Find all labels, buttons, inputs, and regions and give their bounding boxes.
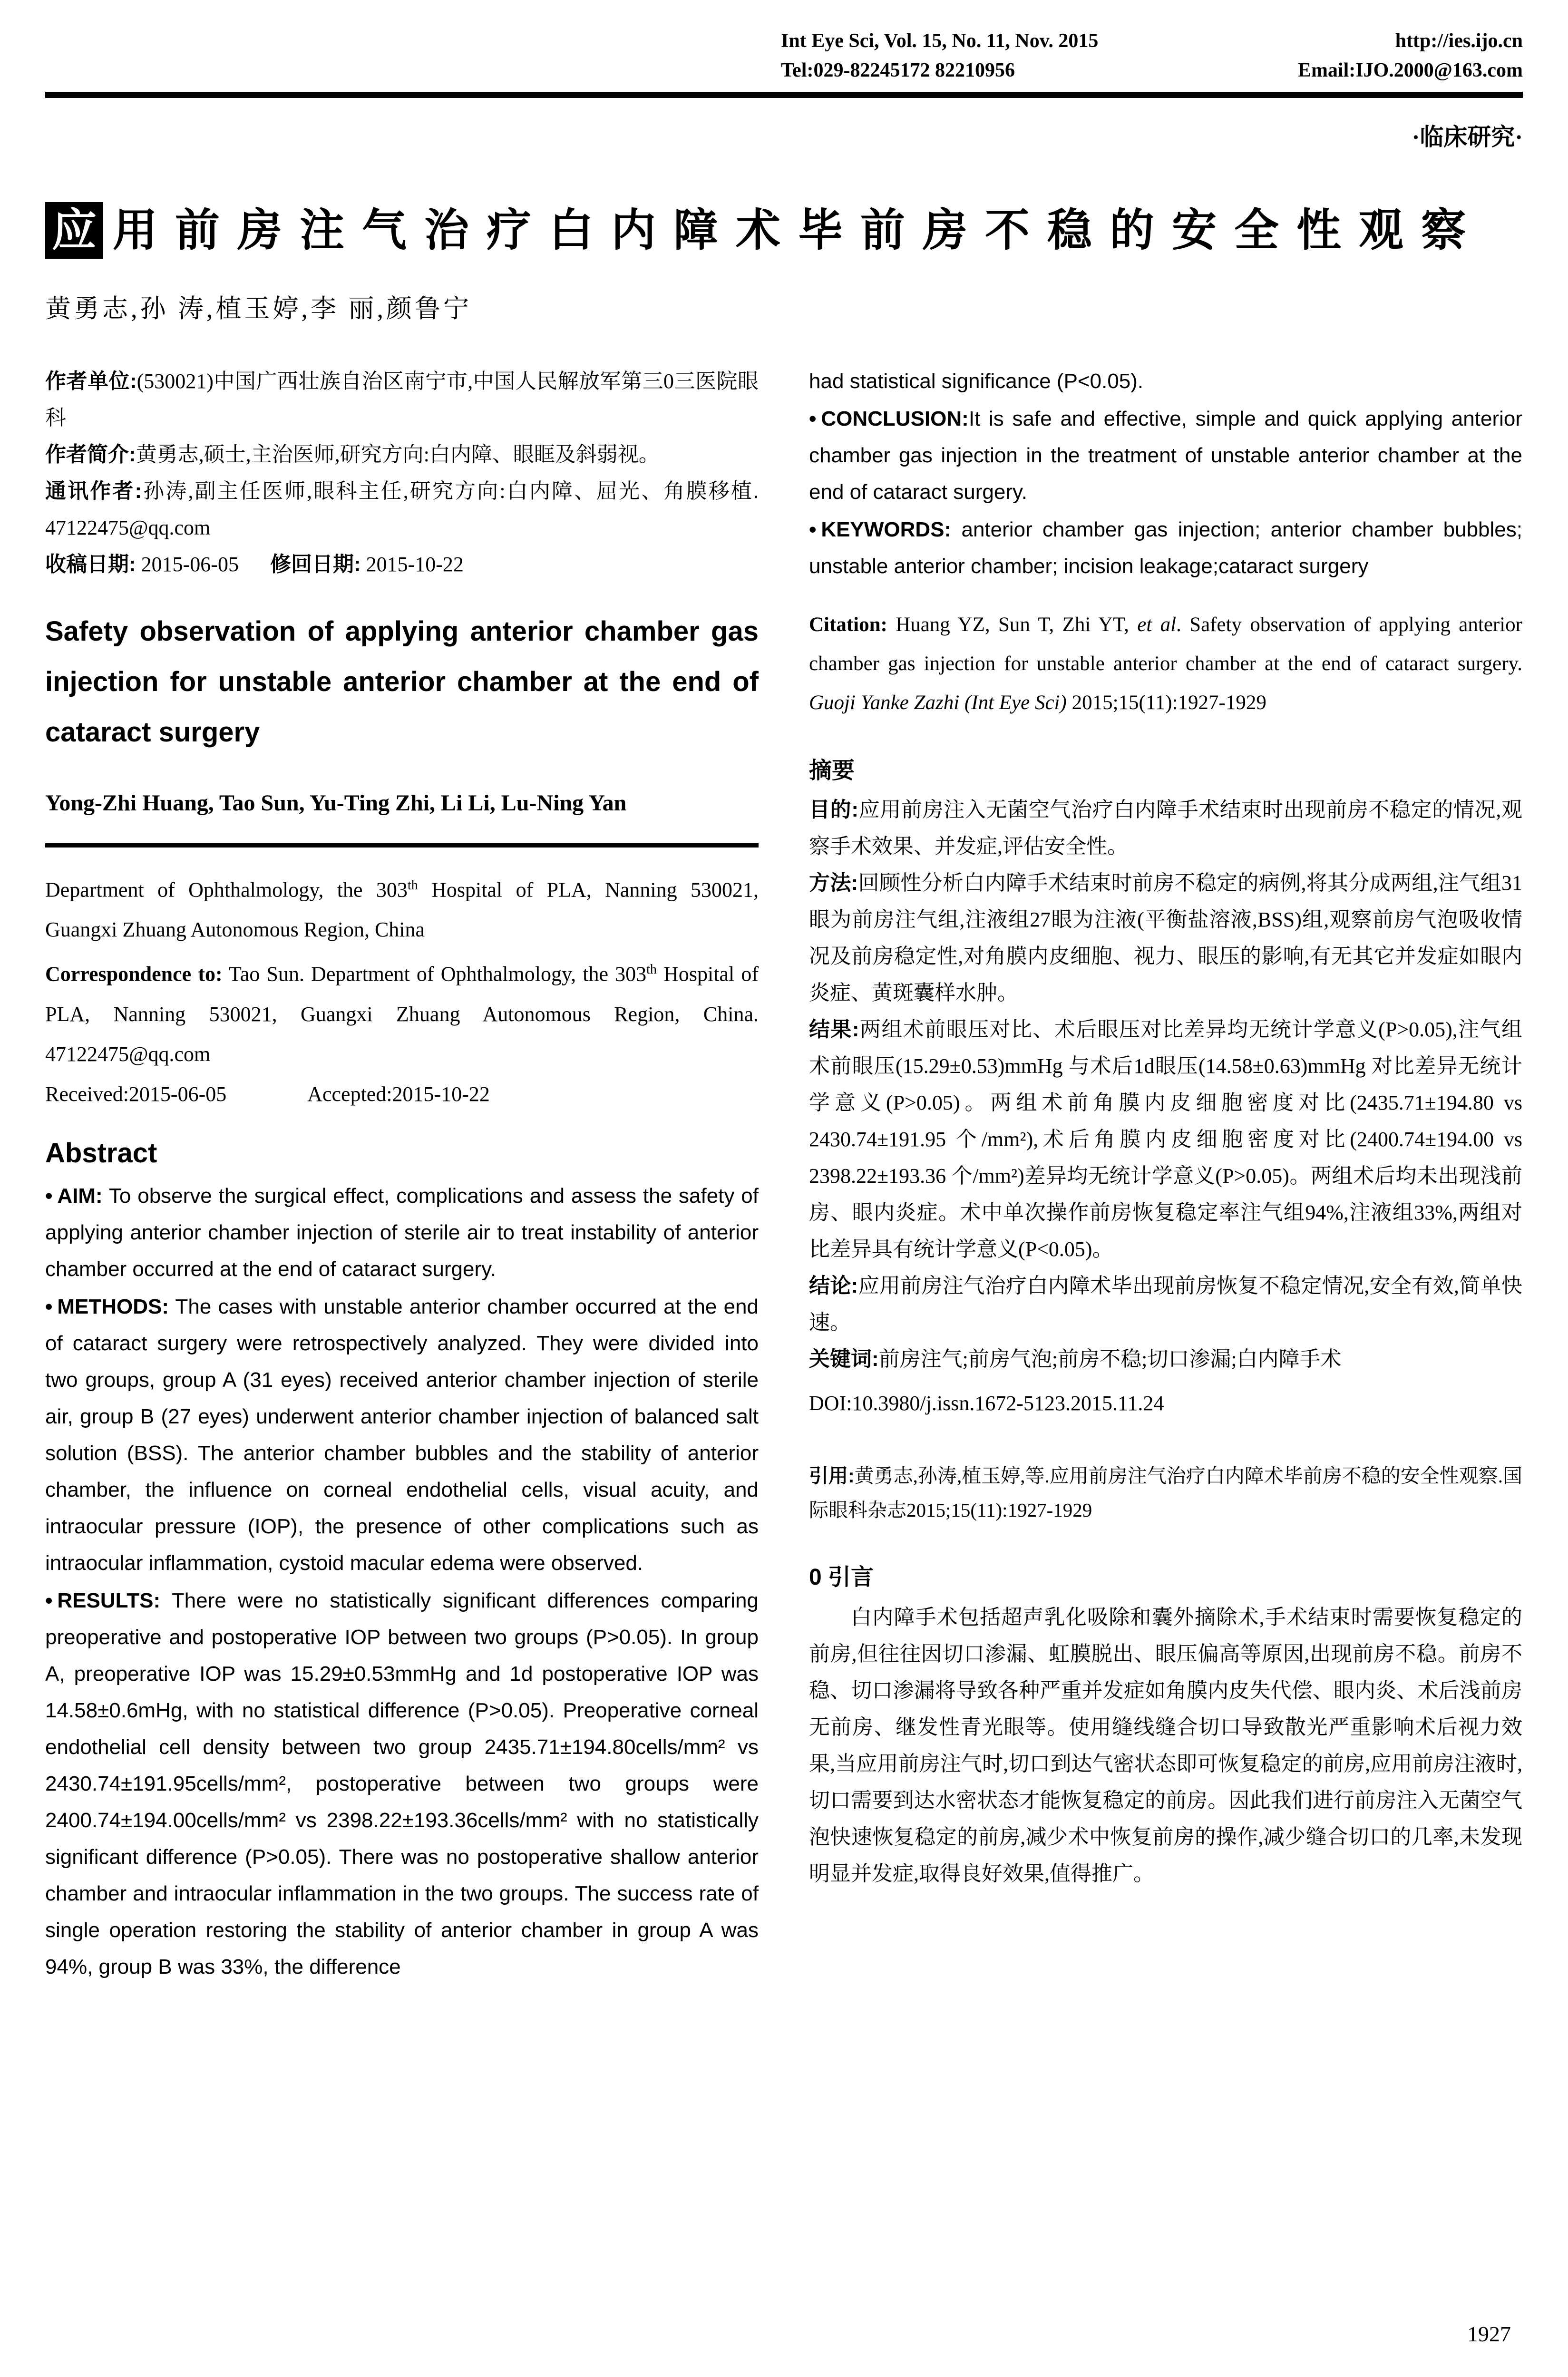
dates-en: [45, 1074, 759, 1114]
journal-header: [781, 26, 1523, 85]
abstract-cn-results: [809, 1011, 1522, 1267]
corresponding-author: [45, 473, 759, 546]
article-title-cn: [45, 194, 1523, 259]
introduction-heading: 0 引言: [809, 1564, 874, 1590]
keywords-cn-text: 前房注气;前房气泡;前房不稳;切口渗漏;白内障手术: [878, 1347, 1342, 1371]
page-number: 1927: [1467, 2322, 1511, 2346]
corresponding-author-label: 通讯作者:: [45, 479, 142, 503]
results-label: RESULTS:: [57, 1589, 161, 1612]
title-first-char-box: 应: [45, 202, 103, 259]
methods-cn-text: 回顾性分析白内障手术结束时前房不稳定的病例,将其分成两组,注气组31眼为前房注气组,注液组27眼为注液(平衡盐溶液,BSS)组,观察前房气泡吸收情况及前房稳定性,对角膜内皮细胞、视力、眼压的影响,有无其它并发症如眼内炎症、黄斑囊样水肿。: [809, 871, 1523, 1004]
affiliation-label: 作者单位:: [45, 369, 137, 393]
keywords-label: KEYWORDS:: [821, 517, 952, 541]
correspondence-part2: Hospital of PLA, Nanning 530021, Guangxi Zhuang Autonomous Region, China. 47122475@qq.com: [45, 963, 759, 1066]
bullet-icon: •: [809, 407, 817, 430]
journal-url: http://ies.ijo.cn: [1395, 30, 1523, 52]
dates-cn: [45, 546, 759, 583]
correspondence-en: [45, 950, 759, 1074]
department-affiliation-en: [45, 866, 759, 950]
correspondence-sup: th: [646, 962, 657, 977]
journal-tel: Tel:029-82245172 82210956: [781, 59, 1015, 81]
conclusion-label: CONCLUSION:: [821, 407, 969, 430]
department-part1: Department of Ophthalmology, the 303: [45, 878, 408, 902]
abstract-cn-conclusion: [809, 1267, 1522, 1341]
journal-volume-info: Int Eye Sci, Vol. 15, No. 11, Nov. 2015: [781, 30, 1099, 52]
methods-cn-label: 方法:: [809, 871, 858, 895]
column-divider-rule: [45, 843, 759, 848]
department-part2: Hospital of PLA, Nanning 530021, Guangxi Zhuang Autonomous Region, China: [45, 878, 759, 942]
abstract-cn-heading: 摘要: [809, 758, 855, 783]
affiliation-text: (530021)中国广西壮族自治区南宁市,中国人民解放军第三0三医院眼科: [45, 369, 759, 429]
bullet-icon: •: [45, 1184, 53, 1208]
conclusion-cn-text: 应用前房注气治疗白内障术毕出现前房恢复不稳定情况,安全有效,简单快速。: [809, 1274, 1523, 1334]
results-cn-label: 结果:: [809, 1017, 859, 1041]
citation-journal-name: Guoji Yanke Zazhi (Int Eye Sci): [809, 691, 1067, 714]
header-rule: [45, 92, 1523, 98]
author-bio: [45, 436, 759, 473]
journal-header-line1: [781, 26, 1523, 56]
dates-gap: [239, 553, 270, 576]
aim-text: To observe the surgical effect, complications and assess the safety of applying anterior chamber injection of sterile air to treat instability of anterior chamber occurred at the end of cataract surgery.: [45, 1184, 759, 1281]
methods-label: METHODS:: [57, 1295, 169, 1318]
objective-label: 目的:: [809, 798, 858, 821]
article-title-en: Safety observation of applying anterior chamber gas injection for unstable anterior chamber at the end of cataract surgery: [45, 615, 759, 748]
citation-etal: et al: [1137, 613, 1177, 636]
keywords-text: anterior chamber gas injection; anterior chamber bubbles; unstable anterior chamber; incision leakage;cataract surgery: [809, 517, 1522, 578]
abstract-results: [45, 1582, 759, 1985]
authors-cn: 黄勇志,孙 涛,植玉婷,李 丽,颜鲁宁: [45, 294, 472, 323]
received-label-cn: 收稿日期:: [45, 552, 136, 576]
revised-date-cn: 2015-10-22: [360, 552, 464, 576]
correspondence-label: Correspondence to:: [45, 963, 223, 986]
journal-email: Email:IJO.2000@163.com: [1297, 59, 1523, 81]
results-cn-text: 两组术前眼压对比、术后眼压对比差异均无统计学意义(P>0.05),注气组术前眼压(15.29±0.53)mmHg 与术后1d眼压(14.58±0.63)mmHg 对比差异无统计学意义(P>0.05)。两组术前角膜内皮细胞密度对比(2435.71±194.80 vs 2430.74±191.95 个/mm²),术后角膜内皮细胞密度对比(2400.74±194.00 vs 2398.22±193.36 个/mm²)差异均无统计学意义(P>0.05)。两组术后均未出现浅前房、眼内炎症。术中单次操作前房恢复稳定率注气组94%,注液组33%,两组对比差异具有统计学意义(P<0.05)。: [809, 1017, 1523, 1261]
objective-text: 应用前房注入无菌空气治疗白内障手术结束时出现前房不稳定的情况,观察手术效果、并发症,评估安全性。: [809, 798, 1522, 858]
citation-cn-label: 引用:: [809, 1464, 855, 1487]
citation-part3: 2015;15(11):1927-1929: [1066, 691, 1266, 714]
results-text: There were no statistically significant differences comparing preoperative and postoperative IOP between two groups (P>0.05). In group A, preoperative IOP was 15.29±0.53mmHg and 1d postoperative IOP was 14.58±0.6mHg, with no statistical difference (P>0.05). Preoperative corneal endothelial cell density between two group 2435.71±194.80cells/mm² vs 2430.74±191.95cells/mm², postoperative between two groups were 2400.74±194.00cells/mm² vs 2398.22±193.36cells/mm² with no statistically significant difference (P>0.05). There was no postoperative shallow anterior chamber and intraocular inflammation in the two groups. The success rate of single operation restoring the stability of anterior chamber in group A was 94%, group B was 33%, the difference: [45, 1589, 759, 1978]
author-bio-text: 黄勇志,硕士,主治医师,研究方向:白内障、眼眶及斜弱视。: [136, 442, 660, 466]
citation-label: Citation:: [809, 613, 887, 636]
conclusion-cn-label: 结论:: [809, 1274, 858, 1297]
revised-label-cn: 修回日期:: [270, 552, 361, 576]
received-date-cn: 2015-06-05: [136, 552, 239, 576]
citation-part1: Huang YZ, Sun T, Zhi YT,: [887, 613, 1138, 636]
conclusion-text: It is safe and effective, simple and quick applying anterior chamber gas injection in the treatment of unstable anterior chamber at the end of cataract surgery.: [809, 407, 1522, 504]
abstract-heading: Abstract: [45, 1138, 157, 1169]
introduction-paragraph: 白内障手术包括超声乳化吸除和囊外摘除术,手术结束时需要恢复稳定的前房,但往往因切口渗漏、虹膜脱出、眼压偏高等原因,出现前房不稳。前房不稳、切口渗漏将导致各种严重并发症如角膜内皮失代偿、眼内炎、术后浅前房无前房、继发性青光眼等。使用缝线缝合切口导致散光严重影响术后视力效果,当应用前房注气时,切口到达气密状态即可恢复稳定的前房,应用前房注液时,切口需要到达水密状态才能恢复稳定的前房。因此我们进行前房注入无菌空气泡快速恢复稳定的前房,减少术中恢复前房的操作,减少缝合切口的几率,未发现明显并发症,取得良好效果,值得推广。: [809, 1605, 1522, 1885]
methods-text: The cases with unstable anterior chamber occurred at the end of cataract surgery were retrospectively analyzed. They were divided into two groups, group A (31 eyes) received anterior chamber injection of sterile air, group B (27 eyes) underwent anterior chamber injection of balanced salt solution (BSS). The anterior chamber bubbles and the stability of anterior chamber, the influence on corneal endothelial cells, visual acuity, and intraocular pressure (IOP), the presence of other complications such as intraocular inflammation, cystoid macular edema were observed.: [45, 1295, 759, 1575]
corresponding-author-text: 孙涛,副主任医师,眼科主任,研究方向:白内障、屈光、角膜移植. 47122475@qq.com: [45, 479, 759, 539]
department-sup: th: [407, 877, 418, 893]
author-bio-label: 作者简介:: [45, 442, 136, 466]
citation: [809, 605, 1522, 722]
aim-label: AIM:: [57, 1184, 103, 1208]
affiliation: [45, 363, 759, 436]
bullet-icon: •: [45, 1589, 53, 1612]
abstract-cn-keywords: [809, 1341, 1522, 1377]
abstract-cn-objective: [809, 791, 1522, 865]
bullet-icon: •: [45, 1295, 53, 1318]
citation-part2: . Safety observation of applying anterior chamber gas injection for unstable anterior chamber at the end of cataract surgery.: [809, 613, 1522, 675]
abstract-conclusion: [809, 400, 1522, 510]
right-column: [809, 363, 1522, 1985]
two-column-body: [45, 363, 1523, 1985]
accepted-en: Accepted:2015-10-22: [307, 1082, 490, 1106]
results-continuation: had statistical significance (P<0.05).: [809, 369, 1144, 393]
abstract-cn-methods: [809, 865, 1522, 1011]
left-column: [45, 363, 759, 1985]
citation-cn-text: 黄勇志,孙涛,植玉婷,等.应用前房注气治疗白内障术毕前房不稳的安全性观察.国际眼科杂志2015;15(11):1927-1929: [809, 1464, 1523, 1521]
section-label: ·临床研究·: [1412, 124, 1523, 150]
doi: DOI:10.3980/j.issn.1672-5123.2015.11.24: [809, 1391, 1164, 1415]
correspondence-part1: Tao Sun. Department of Ophthalmology, the 303: [222, 963, 647, 986]
abstract-aim: [45, 1178, 759, 1287]
received-en: Received:2015-06-05: [45, 1082, 227, 1106]
abstract-methods: [45, 1288, 759, 1581]
title-rest: 用前房注气治疗白内障术毕前房不稳的安全性观察: [113, 205, 1484, 255]
citation-cn: [809, 1459, 1522, 1527]
journal-header-line2: [781, 56, 1523, 85]
abstract-keywords: [809, 511, 1522, 585]
authors-en: Yong-Zhi Huang, Tao Sun, Yu-Ting Zhi, Li Li, Lu-Ning Yan: [45, 790, 627, 816]
keywords-cn-label: 关键词:: [809, 1347, 879, 1371]
bullet-icon: •: [809, 517, 817, 541]
